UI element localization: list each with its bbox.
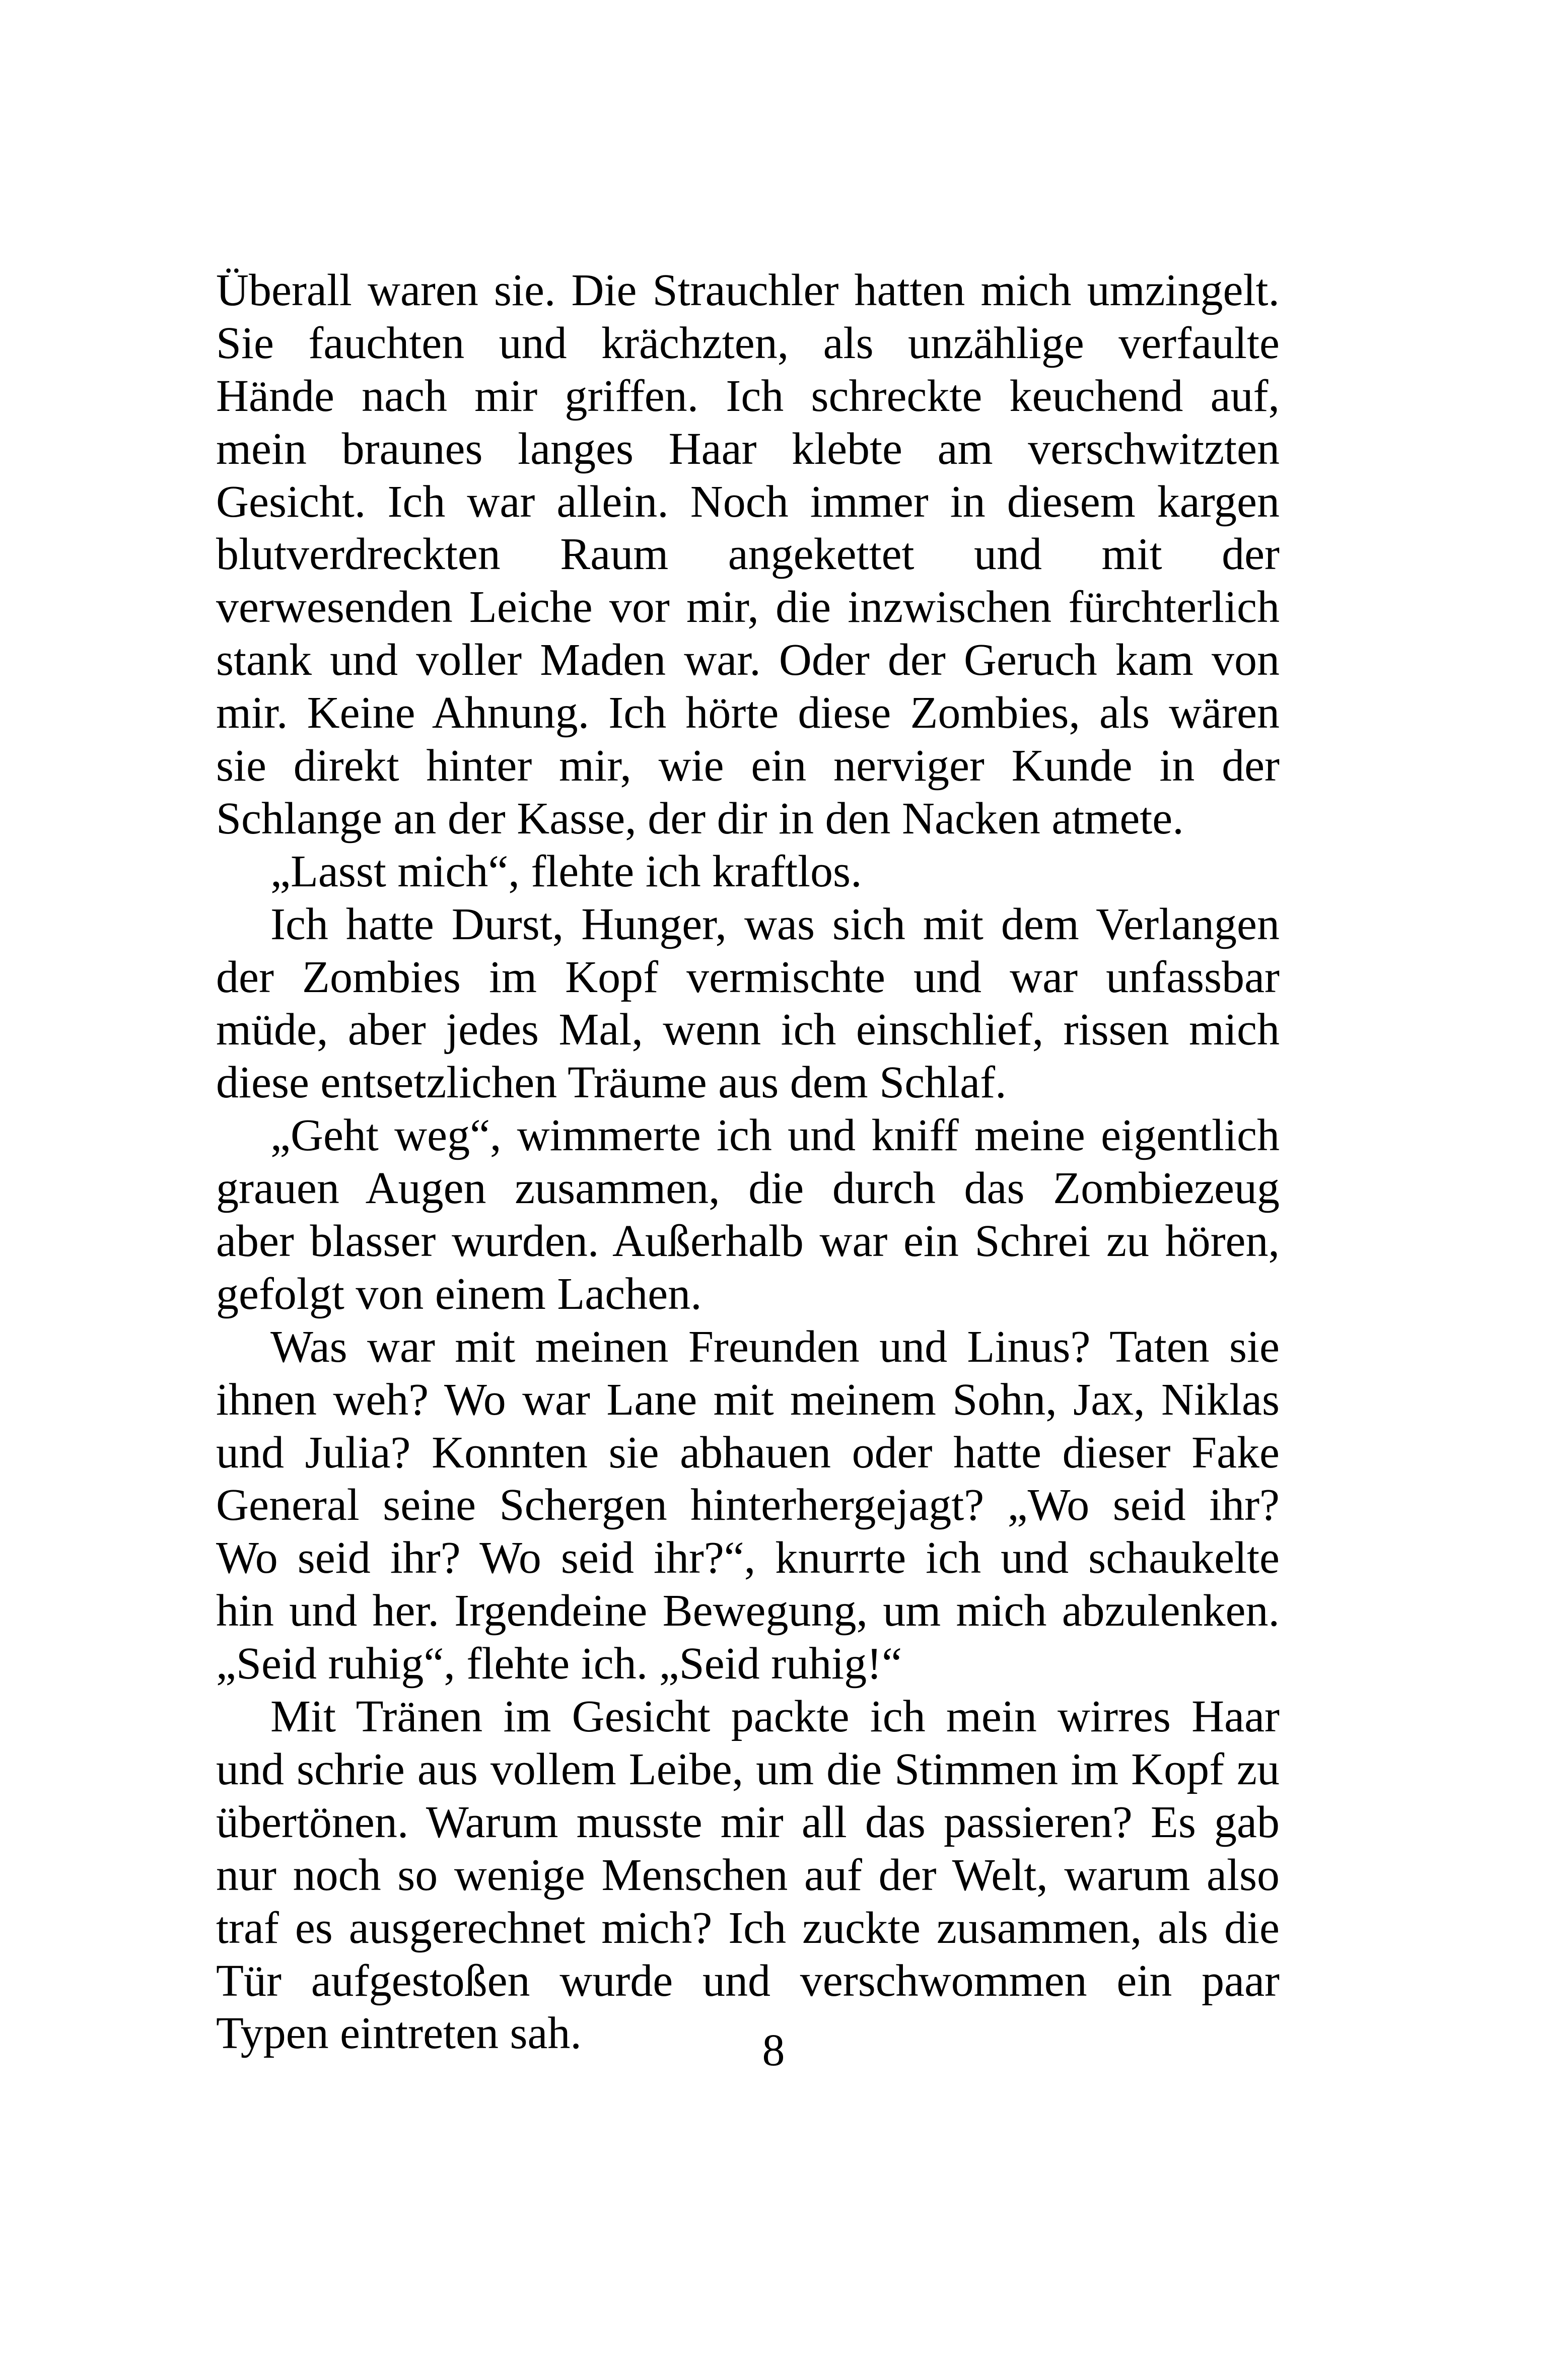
page-number: 8 [762, 2025, 785, 2075]
text-line: übertönen. Warum musste mir all das passieren? Es gab [216, 1797, 1280, 1847]
text-line: Ich hatte Durst, Hunger, was sich mit dem Verlangen [270, 899, 1280, 949]
text-line: diese entsetzlichen Träume aus dem Schlaf. [216, 1058, 1007, 1108]
text-line: verwesenden Leiche vor mir, die inzwischen fürchterlich [216, 582, 1280, 633]
text-line: Hände nach mir griffen. Ich schreckte keuchend auf, [216, 371, 1280, 421]
text-line: aber blasser wurden. Außerhalb war ein Schrei zu hören, [216, 1216, 1280, 1267]
text-line: Typen eintreten sah. [216, 2008, 582, 2059]
text-line: und Julia? Konnten sie abhauen oder hatte dieser Fake [216, 1427, 1280, 1478]
text-line: Schlange an der Kasse, der dir in den Nacken atmete. [216, 793, 1184, 844]
body-text [216, 264, 1280, 2060]
text-line: grauen Augen zusammen, die durch das Zombiezeug [216, 1163, 1280, 1214]
text-line: nur noch so wenige Menschen auf der Welt, warum also [216, 1850, 1280, 1900]
text-line: blutverdreckten Raum angekettet und mit der [216, 529, 1280, 580]
text-line: Mit Tränen im Gesicht packte ich mein wirres Haar [270, 1692, 1280, 1742]
text-line: sie direkt hinter mir, wie ein nerviger Kunde in der [216, 741, 1280, 791]
text-line: und schrie aus vollem Leibe, um die Stimmen im Kopf zu [216, 1744, 1280, 1794]
text-line: Überall waren sie. Die Strauchler hatten mich umzingelt. [216, 265, 1280, 315]
text-line: hin und her. Irgendeine Bewegung, um mich abzulenken. [216, 1586, 1280, 1636]
text-line: stank und voller Maden war. Oder der Geruch kam von [216, 635, 1280, 685]
text-line: Gesicht. Ich war allein. Noch immer in diesem kargen [216, 476, 1280, 527]
text-line: Sie fauchten und krächzten, als unzählige verfaulte [216, 318, 1280, 368]
text-line: ihnen weh? Wo war Lane mit meinem Sohn, Jax, Niklas [216, 1374, 1280, 1425]
text-line: traf es ausgerechnet mich? Ich zuckte zusammen, als die [216, 1903, 1280, 1953]
text-line: gefolgt von einem Lachen. [216, 1269, 702, 1319]
text-line: „Seid ruhig“, flehte ich. „Seid ruhig!“ [216, 1639, 902, 1689]
text-line: mein braunes langes Haar klebte am verschwitzten [216, 424, 1280, 474]
text-line: General seine Schergen hinterhergejagt? „Wo seid ihr? [216, 1480, 1280, 1530]
text-line: „Geht weg“, wimmerte ich und kniff meine eigentlich [270, 1110, 1280, 1161]
text-line: mir. Keine Ahnung. Ich hörte diese Zombies, als wären [216, 688, 1280, 738]
text-line: Tür aufgestoßen wurde und verschwommen ein paar [216, 1955, 1280, 2006]
text-line: Was war mit meinen Freunden und Linus? Taten sie [270, 1321, 1280, 1372]
text-line: Wo seid ihr? Wo seid ihr?“, knurrte ich und schaukelte [216, 1533, 1280, 1583]
text-line: „Lasst mich“, flehte ich kraftlos. [270, 846, 862, 896]
text-line: der Zombies im Kopf vermischte und war unfassbar [216, 952, 1280, 1002]
text-line: müde, aber jedes Mal, wenn ich einschlief, rissen mich [216, 1005, 1280, 1055]
